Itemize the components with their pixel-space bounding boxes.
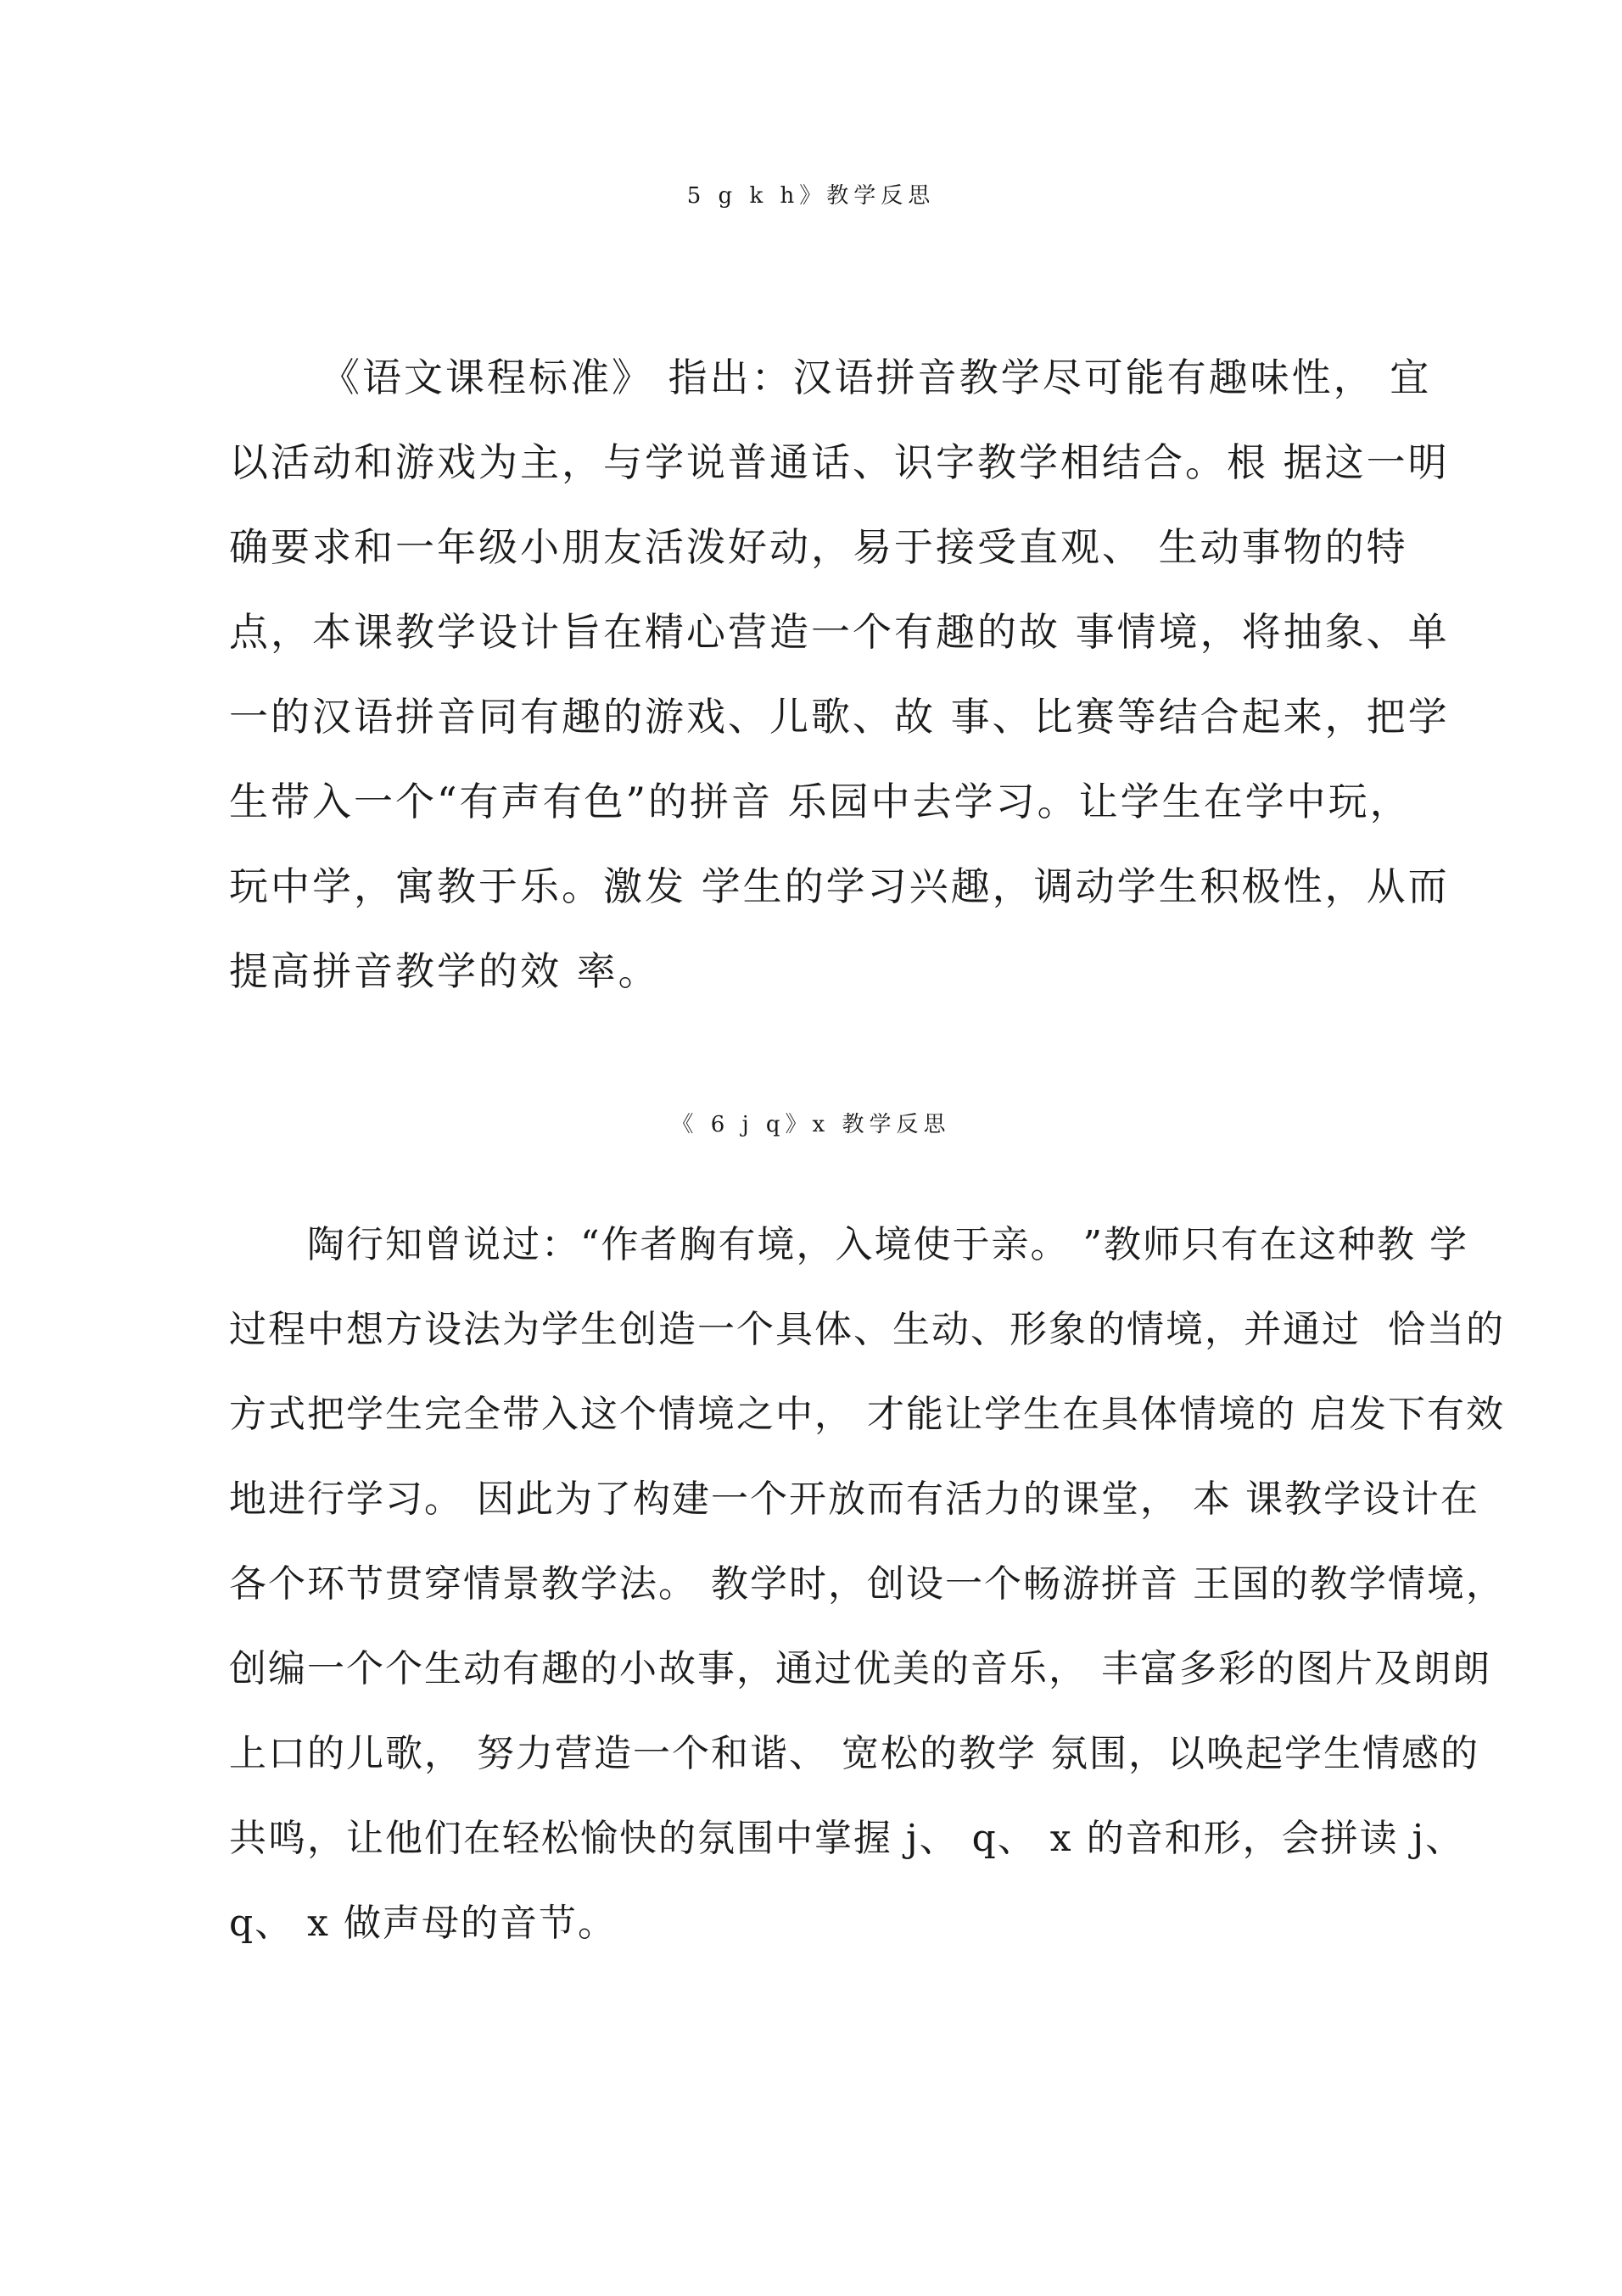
paragraph-line: 一的汉语拼音同有趣的游戏、儿歌、故 事、比赛等结合起来，把学 — [229, 694, 1450, 740]
section-title-5gkh: 5 g k h》教学反思 — [686, 183, 936, 209]
paragraph-line: 以活动和游戏为主，与学说普通话、识字教学相结合。根 据这一明 — [229, 439, 1450, 485]
paragraph-line: q、 x 做声母的音节。 — [229, 1902, 617, 1945]
paragraph-line: 过程中想方设法为学生创造一个具体、生动、形象的情境，并通过 恰当的 — [229, 1308, 1505, 1351]
paragraph-line: 方式把学生完全带入这个情境之中， 才能让学生在具体情境的 启发下有效 — [229, 1393, 1505, 1436]
paragraph-line: 生带入一个“有声有色”的拼音 乐园中去学习。让学生在学中玩， — [229, 779, 1412, 824]
section-title-6jqx: 《 6 j q》x 教学反思 — [671, 1112, 951, 1137]
paragraph-line: 陶行知曾说过：“作者胸有境，入境使于亲。 ”教师只有在这种教 学 — [307, 1223, 1468, 1266]
paragraph-line: 地进行学习。 因此为了构建一个开放而有活力的课堂， 本 课教学设计在 — [229, 1478, 1479, 1521]
paragraph-line: 各个环节贯穿情景教学法。 教学时，创设一个畅游拼音 王国的教学情境， — [229, 1562, 1505, 1606]
paragraph-line: 确要求和一年级小朋友活泼好动，易于接受直观、 生动事物的特 — [229, 524, 1408, 570]
paragraph-line: 提高拼音教学的效 率。 — [229, 948, 660, 994]
paragraph-line: 创编一个个生动有趣的小故事，通过优美的音乐， 丰富多彩的图片及朗朗 — [229, 1647, 1491, 1690]
paragraph-line: 点，本课教学设计旨在精心营造一个有趣的故 事情境，将抽象、单 — [229, 609, 1450, 655]
paragraph-line: 玩中学，寓教于乐。激发 学生的学习兴趣，调动学生积极性，从而 — [229, 863, 1450, 909]
paragraph-line: 共鸣，让他们在轻松愉快的氛围中掌握 j、 q、 x 的音和形，会拼读 j、 — [229, 1817, 1465, 1860]
paragraph-line: 《语文课程标准》 指出：汉语拼音教学尽可能有趣味性， 宜 — [321, 355, 1432, 400]
paragraph-line: 上口的儿歌， 努力营造一个和谐、 宽松的教学 氛围，以唤起学生情感的 — [229, 1732, 1479, 1775]
